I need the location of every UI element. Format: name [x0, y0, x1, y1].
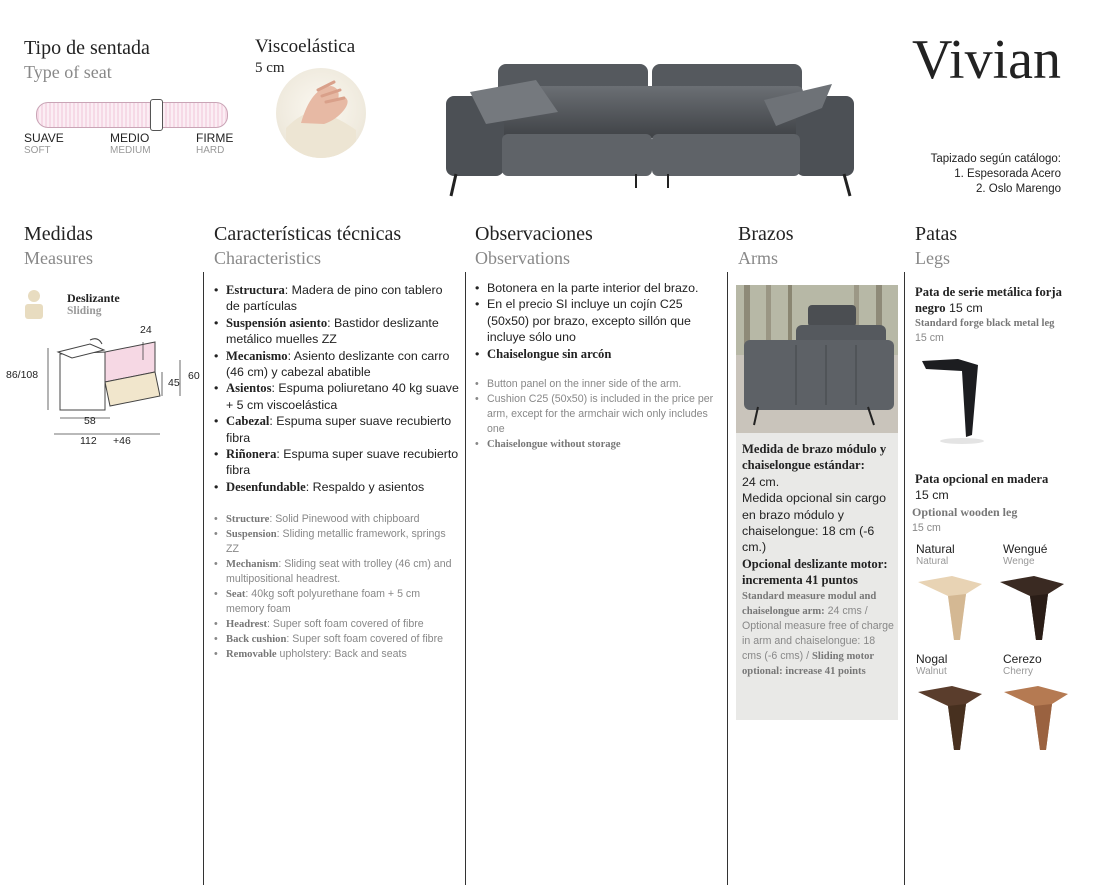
characteristics-list-en — [214, 512, 459, 662]
arm-photo — [736, 285, 898, 433]
wood-option-wenge — [1003, 542, 1047, 567]
wood-name-es: Natural — [916, 542, 955, 556]
legs-title: Patas — [915, 223, 958, 245]
wood-option-cherry — [1003, 652, 1042, 677]
seat-level-medium-en: MEDIUM — [110, 145, 151, 156]
standard-leg-es: Pata de serie metálica forja negro 15 cm — [915, 285, 1062, 316]
wood-name-en: Cherry — [1003, 666, 1034, 677]
column-divider-3 — [727, 272, 728, 885]
standard-leg-en: Standard forge black metal leg 15 cm — [915, 318, 1055, 344]
char-en-item: • Mechanism: Sliding seat with trolley (46 cm) and multipositional headrest. — [214, 557, 459, 587]
column-divider-1 — [203, 272, 204, 885]
seat-type-subtitle: Type of seat — [24, 62, 112, 82]
black-metal-leg-icon — [918, 355, 988, 445]
natural-leg-icon — [916, 574, 986, 644]
char-es-item: • Estructura: Madera de pino con tablero de partículas — [214, 282, 459, 315]
dim-inner-depth: 58 — [84, 415, 96, 427]
dim-seat-height: 45 — [168, 377, 180, 389]
arms-info-es: Medida de brazo módulo y chaiselongue estándar: 24 cm. Medida opcional sin cargo en brazo módulo y chaiselongue: 18 cm (-6 cm.) Opcional deslizante motor: incrementa 41 puntos — [742, 442, 888, 588]
observations-list-es — [475, 280, 715, 362]
arm-photo-illustration — [736, 285, 898, 433]
obs-en-item: • Chaiselongue without storage — [475, 437, 715, 452]
char-es-item: • Mecanismo: Asiento deslizante con carro (46 cm) y cabezal abatible — [214, 348, 459, 381]
seat-type-title: Tipo de sentada — [24, 37, 150, 59]
obs-es-item: • Botonera en la parte interior del brazo. — [475, 280, 715, 296]
char-en-item: • Structure: Solid Pinewood with chipboard — [214, 512, 459, 527]
wood-name-en: Walnut — [916, 666, 947, 677]
observations-subtitle: Observations — [475, 248, 570, 268]
walnut-leg-icon — [916, 684, 986, 754]
measures-variant-en: Sliding — [67, 305, 102, 317]
char-es-item: • Cabezal: Espuma super suave recubierto fibra — [214, 413, 459, 446]
cherry-leg-icon — [1002, 684, 1072, 754]
seat-level-medium-es: MEDIO — [110, 131, 150, 145]
characteristics-subtitle: Characteristics — [214, 248, 321, 268]
char-es-item: • Suspensión asiento: Bastidor deslizante metálico muelles ZZ — [214, 315, 459, 348]
legs-subtitle: Legs — [915, 248, 950, 268]
measures-variant-es: Deslizante — [67, 291, 120, 305]
optional-leg-es: Pata opcional en madera 15 cm — [915, 472, 1049, 503]
memory-foam-image — [276, 68, 366, 158]
upholstery-title: Tapizado según catálogo: — [930, 153, 1061, 165]
char-en-item: • Seat: 40kg soft polyurethane foam + 5 cm memory foam — [214, 587, 459, 617]
char-es-item: • Riñonera: Espuma super suave recubierto fibra — [214, 446, 459, 479]
dim-height: 86/108 — [6, 369, 39, 381]
dim-arm-height: 60 — [188, 370, 200, 382]
arms-info-en: Standard measure modul and chaiselongue arm: 24 cms / Optional measure free of charge in arm and chaiselongue: 18 cms (-6 cms) / Sliding motor optional: increase 41 points — [742, 591, 894, 677]
upholstery-option-1: 1. Espesorada Acero — [954, 168, 1061, 180]
dim-depth: 112 — [80, 435, 97, 447]
observations-title: Observaciones — [475, 223, 593, 245]
characteristics-title: Características técnicas — [214, 223, 402, 245]
visco-title: Viscoelástica — [255, 36, 356, 57]
upholstery-info — [931, 152, 1061, 197]
seat-level-hard-en: HARD — [196, 145, 225, 156]
char-es-item: • Asientos: Espuma poliuretano 40 kg suave + 5 cm viscoelástica — [214, 380, 459, 413]
obs-en-item: • Button panel on the inner side of the arm. — [475, 377, 715, 392]
firmness-scale — [36, 102, 228, 128]
wenge-leg-icon — [998, 574, 1068, 644]
optional-leg-en: Optional wooden leg 15 cm — [912, 505, 1018, 534]
column-divider-4 — [904, 272, 905, 885]
upholstery-option-2: 2. Oslo Marengo — [975, 183, 1061, 195]
visco-thickness: 5 cm — [255, 60, 285, 76]
measures-subtitle: Measures — [24, 248, 93, 268]
obs-es-item: • En el precio SI incluye un cojín C25 (50x50) por brazo, excepto sillón que incluye sólo uno — [475, 296, 715, 345]
sofa-image — [446, 56, 856, 198]
char-en-item: • Removable upholstery: Back and seats — [214, 647, 459, 662]
char-es-item: • Desenfundable: Respaldo y asientos — [214, 479, 459, 495]
seat-level-soft-es: SUAVE — [24, 131, 64, 145]
obs-es-item: • Chaiselongue sin arcón — [475, 346, 715, 362]
seat-level-soft-en: SOFT — [24, 145, 51, 156]
wood-option-walnut — [916, 652, 947, 677]
sofa-illustration — [446, 56, 856, 198]
module-diagram — [40, 330, 190, 448]
char-en-item: • Suspension: Sliding metallic framework, springs ZZ — [214, 527, 459, 557]
wood-name-es: Nogal — [916, 652, 948, 666]
hand-on-foam-icon — [276, 68, 366, 158]
product-name: Vivian — [911, 29, 1061, 91]
arms-title: Brazos — [738, 223, 794, 245]
wood-name-es: Cerezo — [1003, 652, 1042, 666]
observations-list-en — [475, 377, 715, 452]
characteristics-list-es — [214, 282, 459, 495]
column-divider-2 — [465, 272, 466, 885]
wood-name-en: Wenge — [1003, 556, 1035, 567]
firmness-marker — [150, 99, 163, 131]
char-en-item: • Headrest: Super soft foam covered of fibre — [214, 617, 459, 632]
seat-level-hard-es: FIRME — [196, 131, 234, 145]
obs-en-item: • Cushion C25 (50x50) is included in the price per arm, except for the armchair wich only includes one — [475, 392, 715, 437]
dim-extension: +46 — [113, 435, 131, 447]
person-icon — [24, 289, 44, 319]
char-en-item: • Back cushion: Super soft foam covered of fibre — [214, 632, 459, 647]
wood-name-en: Natural — [916, 556, 949, 567]
arms-subtitle: Arms — [738, 248, 778, 268]
wood-option-natural — [916, 542, 955, 567]
measures-title: Medidas — [24, 223, 93, 245]
wood-name-es: Wengué — [1003, 542, 1048, 556]
dim-arm-top: 24 — [140, 324, 152, 336]
